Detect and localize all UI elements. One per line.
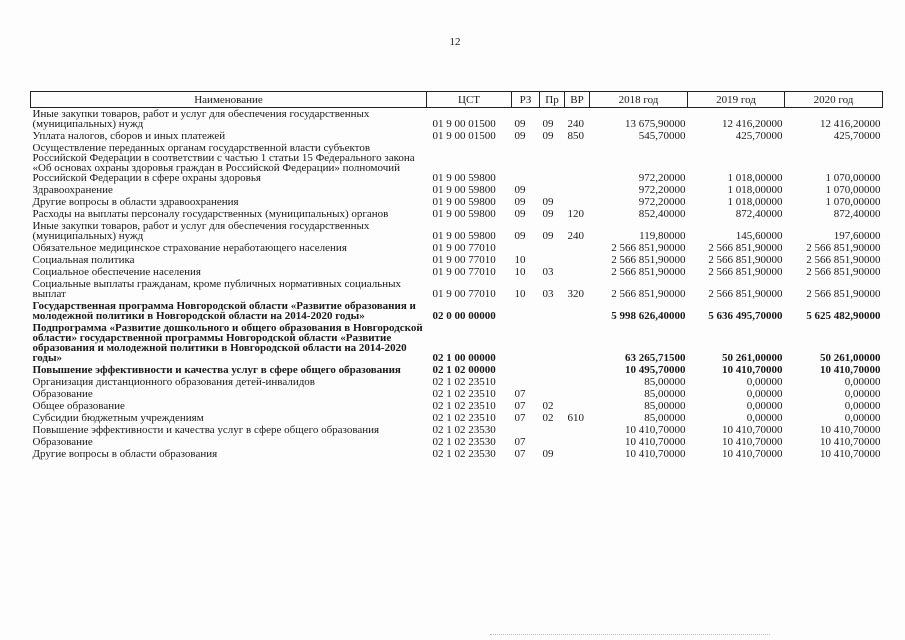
table-row <box>31 300 883 322</box>
cell-pr: 09 <box>542 208 554 220</box>
table-row <box>31 412 883 424</box>
cell-name: Повышение эффективности и качества услуг в сфере общего образования <box>32 424 380 436</box>
table-row <box>31 400 883 412</box>
table-row <box>31 376 883 388</box>
cell-cst: 02 1 00 00000 <box>432 352 496 364</box>
cell-rz: 07 <box>514 448 526 460</box>
cell-2018: 852,40000 <box>638 208 686 220</box>
cell-2018: 2 566 851,90000 <box>611 254 686 266</box>
cell-vr: 850 <box>567 130 584 142</box>
cell-cst: 01 9 00 77010 <box>432 288 496 300</box>
cell-pr <box>540 388 565 400</box>
table-row <box>31 130 883 142</box>
cell-2018: 5 998 626,40000 <box>611 310 686 322</box>
header-name: Наименование <box>31 92 427 108</box>
cell-vr <box>565 300 590 322</box>
cell-cst: 02 0 00 00000 <box>432 310 496 322</box>
cell-cst: 01 9 00 77010 <box>432 266 496 278</box>
cell-pr: 09 <box>542 448 554 460</box>
cell-vr <box>565 376 590 388</box>
cell-2019: 0,00000 <box>746 400 783 412</box>
cell-cst: 01 9 00 01500 <box>432 130 496 142</box>
cell-2018: 972,20000 <box>638 196 686 208</box>
cell-rz: 10 <box>514 288 526 300</box>
cell-cst: 02 1 02 23530 <box>432 424 496 436</box>
cell-vr <box>565 364 590 376</box>
cell-2019: 2 566 851,90000 <box>708 254 783 266</box>
cell-name: Осуществление переданных органам государственной власти субъектов Российской Федерации в соответствии с частью 1 статьи 15 Федерального закона «Об основах охраны здоровья граждан в Российской Федерации» полномочий Российской Федерации в сфере охраны здоровья <box>32 142 415 184</box>
cell-name: Общее образование <box>32 400 125 412</box>
cell-name: Иные закупки товаров, работ и услуг для обеспечения государственных (муниципальных) нужд <box>32 108 370 130</box>
cell-name: Иные закупки товаров, работ и услуг для обеспечения государственных (муниципальных) нужд <box>32 220 370 242</box>
cell-2020: 872,40000 <box>833 208 881 220</box>
cell-rz <box>512 364 540 376</box>
cell-2019: 145,60000 <box>735 230 783 242</box>
cell-rz: 09 <box>514 208 526 220</box>
cell-pr: 09 <box>542 118 554 130</box>
cell-rz: 10 <box>514 266 526 278</box>
table-row <box>31 448 883 460</box>
cell-vr <box>565 196 590 208</box>
cell-cst: 01 9 00 59800 <box>432 172 496 184</box>
cell-2020: 10 410,70000 <box>820 448 881 460</box>
scan-footer-smudge <box>490 634 770 638</box>
cell-2019: 10 410,70000 <box>722 448 783 460</box>
cell-2018: 85,00000 <box>644 412 686 424</box>
cell-cst: 02 1 02 23510 <box>432 412 496 424</box>
table-header-row <box>31 92 883 108</box>
cell-2020: 2 566 851,90000 <box>806 254 881 266</box>
cell-2019: 872,40000 <box>735 208 783 220</box>
header-rz: РЗ <box>512 92 540 108</box>
cell-rz: 09 <box>514 118 526 130</box>
table-row <box>31 388 883 400</box>
cell-pr <box>540 436 565 448</box>
cell-cst: 01 9 00 59800 <box>432 184 496 196</box>
cell-name: Организация дистанционного образования детей-инвалидов <box>32 376 315 388</box>
cell-cst: 01 9 00 59800 <box>432 196 496 208</box>
table-row <box>31 242 883 254</box>
cell-name: Социальное обеспечение населения <box>32 266 201 278</box>
table-row <box>31 142 883 184</box>
table-row <box>31 322 883 364</box>
cell-rz: 07 <box>514 388 526 400</box>
table-row <box>31 266 883 278</box>
cell-cst: 02 1 02 23530 <box>432 448 496 460</box>
cell-name: Социальные выплаты гражданам, кроме публичных нормативных социальных выплат <box>32 278 401 300</box>
cell-name: Образование <box>32 388 93 400</box>
cell-2020: 10 410,70000 <box>820 436 881 448</box>
cell-cst: 02 1 02 23510 <box>432 388 496 400</box>
cell-name: Социальная политика <box>32 254 135 266</box>
header-pr: Пр <box>540 92 565 108</box>
cell-name: Обязательное медицинское страхование неработающего населения <box>32 242 347 254</box>
cell-2020: 12 416,20000 <box>820 118 881 130</box>
cell-cst: 02 1 02 23510 <box>432 400 496 412</box>
cell-2019: 0,00000 <box>746 376 783 388</box>
table-row <box>31 220 883 242</box>
cell-2020: 0,00000 <box>844 412 881 424</box>
table-row <box>31 196 883 208</box>
cell-rz: 07 <box>514 436 526 448</box>
cell-2019: 10 410,70000 <box>722 436 783 448</box>
cell-2018: 13 675,90000 <box>625 118 686 130</box>
cell-name: Уплата налогов, сборов и иных платежей <box>32 130 226 142</box>
table-row <box>31 108 883 131</box>
cell-name: Образование <box>32 436 93 448</box>
cell-pr <box>540 242 565 254</box>
table-row <box>31 184 883 196</box>
cell-pr <box>540 184 565 196</box>
cell-pr: 09 <box>542 230 554 242</box>
cell-2018: 63 265,71500 <box>625 352 686 364</box>
page-number: 12 <box>449 36 461 48</box>
cell-2020: 197,60000 <box>833 230 881 242</box>
cell-vr <box>565 184 590 196</box>
cell-rz <box>512 142 540 184</box>
cell-2018: 85,00000 <box>644 388 686 400</box>
cell-2019: 0,00000 <box>746 388 783 400</box>
cell-pr: 03 <box>542 288 554 300</box>
cell-rz <box>512 242 540 254</box>
cell-2020: 2 566 851,90000 <box>806 288 881 300</box>
cell-2020: 50 261,00000 <box>820 352 881 364</box>
cell-2019: 5 636 495,70000 <box>708 310 783 322</box>
cell-cst: 01 9 00 77010 <box>432 254 496 266</box>
cell-2020: 0,00000 <box>844 388 881 400</box>
cell-2020: 10 410,70000 <box>820 424 881 436</box>
cell-cst: 01 9 00 59800 <box>432 230 496 242</box>
cell-2019: 1 018,00000 <box>727 196 783 208</box>
cell-vr <box>565 242 590 254</box>
cell-name: Субсидии бюджетным учреждениям <box>32 412 204 424</box>
cell-cst: 02 1 02 00000 <box>432 364 496 376</box>
cell-2018: 10 410,70000 <box>625 436 686 448</box>
cell-rz: 07 <box>514 400 526 412</box>
cell-cst: 02 1 02 23510 <box>432 376 496 388</box>
cell-rz <box>512 376 540 388</box>
cell-vr <box>565 266 590 278</box>
cell-2019: 1 018,00000 <box>727 172 783 184</box>
cell-2018: 2 566 851,90000 <box>611 288 686 300</box>
cell-2018: 972,20000 <box>638 184 686 196</box>
cell-name: Другие вопросы в области образования <box>32 448 218 460</box>
cell-pr <box>540 424 565 436</box>
cell-pr <box>540 376 565 388</box>
cell-vr: 320 <box>567 288 584 300</box>
cell-name: Подпрограмма «Развитие дошкольного и общего образования в Новгородской области» государственной программы Новгородской области «Развитие образования и молодежной политики в Новгородской области на 2014-2020 годы» <box>32 322 423 364</box>
header-2018: 2018 год <box>590 92 688 108</box>
cell-rz: 09 <box>514 130 526 142</box>
cell-rz: 10 <box>514 254 526 266</box>
cell-vr: 240 <box>567 118 584 130</box>
cell-vr <box>565 436 590 448</box>
cell-2020: 425,70000 <box>833 130 881 142</box>
cell-2019: 10 410,70000 <box>722 364 783 376</box>
cell-name: Другие вопросы в области здравоохранения <box>32 196 239 208</box>
cell-2020: 1 070,00000 <box>825 184 881 196</box>
cell-rz <box>512 322 540 364</box>
cell-2018: 119,80000 <box>639 230 686 242</box>
cell-2018: 10 495,70000 <box>625 364 686 376</box>
cell-2019: 425,70000 <box>735 130 783 142</box>
cell-2020: 1 070,00000 <box>825 172 881 184</box>
cell-2018: 972,20000 <box>638 172 686 184</box>
cell-vr <box>565 424 590 436</box>
cell-2018: 85,00000 <box>644 376 686 388</box>
cell-name: Здравоохранение <box>32 184 113 196</box>
cell-2020: 5 625 482,90000 <box>806 310 881 322</box>
cell-pr: 09 <box>542 196 554 208</box>
cell-rz: 09 <box>514 184 526 196</box>
cell-2020: 0,00000 <box>844 400 881 412</box>
cell-2018: 2 566 851,90000 <box>611 266 686 278</box>
cell-cst: 02 1 02 23530 <box>432 436 496 448</box>
table-row <box>31 364 883 376</box>
cell-vr: 240 <box>567 230 584 242</box>
cell-2019: 10 410,70000 <box>722 424 783 436</box>
cell-2018: 10 410,70000 <box>625 448 686 460</box>
cell-2020: 1 070,00000 <box>825 196 881 208</box>
cell-2020: 10 410,70000 <box>820 364 881 376</box>
cell-cst: 01 9 00 77010 <box>432 242 496 254</box>
table-row <box>31 436 883 448</box>
cell-pr <box>540 142 565 184</box>
table-body <box>31 108 883 461</box>
cell-2018: 545,70000 <box>638 130 686 142</box>
header-vr: ВР <box>565 92 590 108</box>
cell-vr <box>565 254 590 266</box>
cell-pr <box>540 300 565 322</box>
cell-2019: 12 416,20000 <box>722 118 783 130</box>
cell-2019: 1 018,00000 <box>727 184 783 196</box>
table-row <box>31 208 883 220</box>
cell-rz: 07 <box>514 412 526 424</box>
cell-rz <box>512 424 540 436</box>
cell-2019: 2 566 851,90000 <box>708 266 783 278</box>
cell-cst: 01 9 00 01500 <box>432 118 496 130</box>
cell-vr <box>565 448 590 460</box>
cell-rz <box>512 300 540 322</box>
cell-vr <box>565 400 590 412</box>
table-row <box>31 278 883 300</box>
table-row <box>31 424 883 436</box>
cell-vr <box>565 388 590 400</box>
cell-pr: 02 <box>542 412 554 424</box>
cell-vr <box>565 142 590 184</box>
cell-name: Государственная программа Новгородской области «Развитие образования и молодежной политики в Новгородской области на 2014-2020 годы» <box>32 300 416 322</box>
cell-pr: 03 <box>542 266 554 278</box>
cell-2018: 85,00000 <box>644 400 686 412</box>
cell-2020: 0,00000 <box>844 376 881 388</box>
cell-pr <box>540 364 565 376</box>
cell-rz: 09 <box>514 196 526 208</box>
cell-2019: 0,00000 <box>746 412 783 424</box>
cell-rz: 09 <box>514 230 526 242</box>
cell-vr: 120 <box>567 208 584 220</box>
cell-2019: 50 261,00000 <box>722 352 783 364</box>
cell-cst: 01 9 00 59800 <box>432 208 496 220</box>
budget-table <box>30 91 883 460</box>
cell-2020: 2 566 851,90000 <box>806 266 881 278</box>
cell-name: Расходы на выплаты персоналу государственных (муниципальных) органов <box>32 208 389 220</box>
header-cst: ЦСТ <box>427 92 512 108</box>
cell-2018: 10 410,70000 <box>625 424 686 436</box>
cell-2020: 2 566 851,90000 <box>806 242 881 254</box>
cell-pr <box>540 322 565 364</box>
cell-2018: 2 566 851,90000 <box>611 242 686 254</box>
cell-2019: 2 566 851,90000 <box>708 288 783 300</box>
cell-pr: 09 <box>542 130 554 142</box>
table-row <box>31 254 883 266</box>
cell-pr <box>540 254 565 266</box>
header-2020: 2020 год <box>785 92 883 108</box>
cell-pr: 02 <box>542 400 554 412</box>
header-2019: 2019 год <box>688 92 785 108</box>
cell-vr: 610 <box>567 412 584 424</box>
cell-vr <box>565 322 590 364</box>
cell-2019: 2 566 851,90000 <box>708 242 783 254</box>
cell-name: Повышение эффективности и качества услуг в сфере общего образования <box>32 364 401 376</box>
